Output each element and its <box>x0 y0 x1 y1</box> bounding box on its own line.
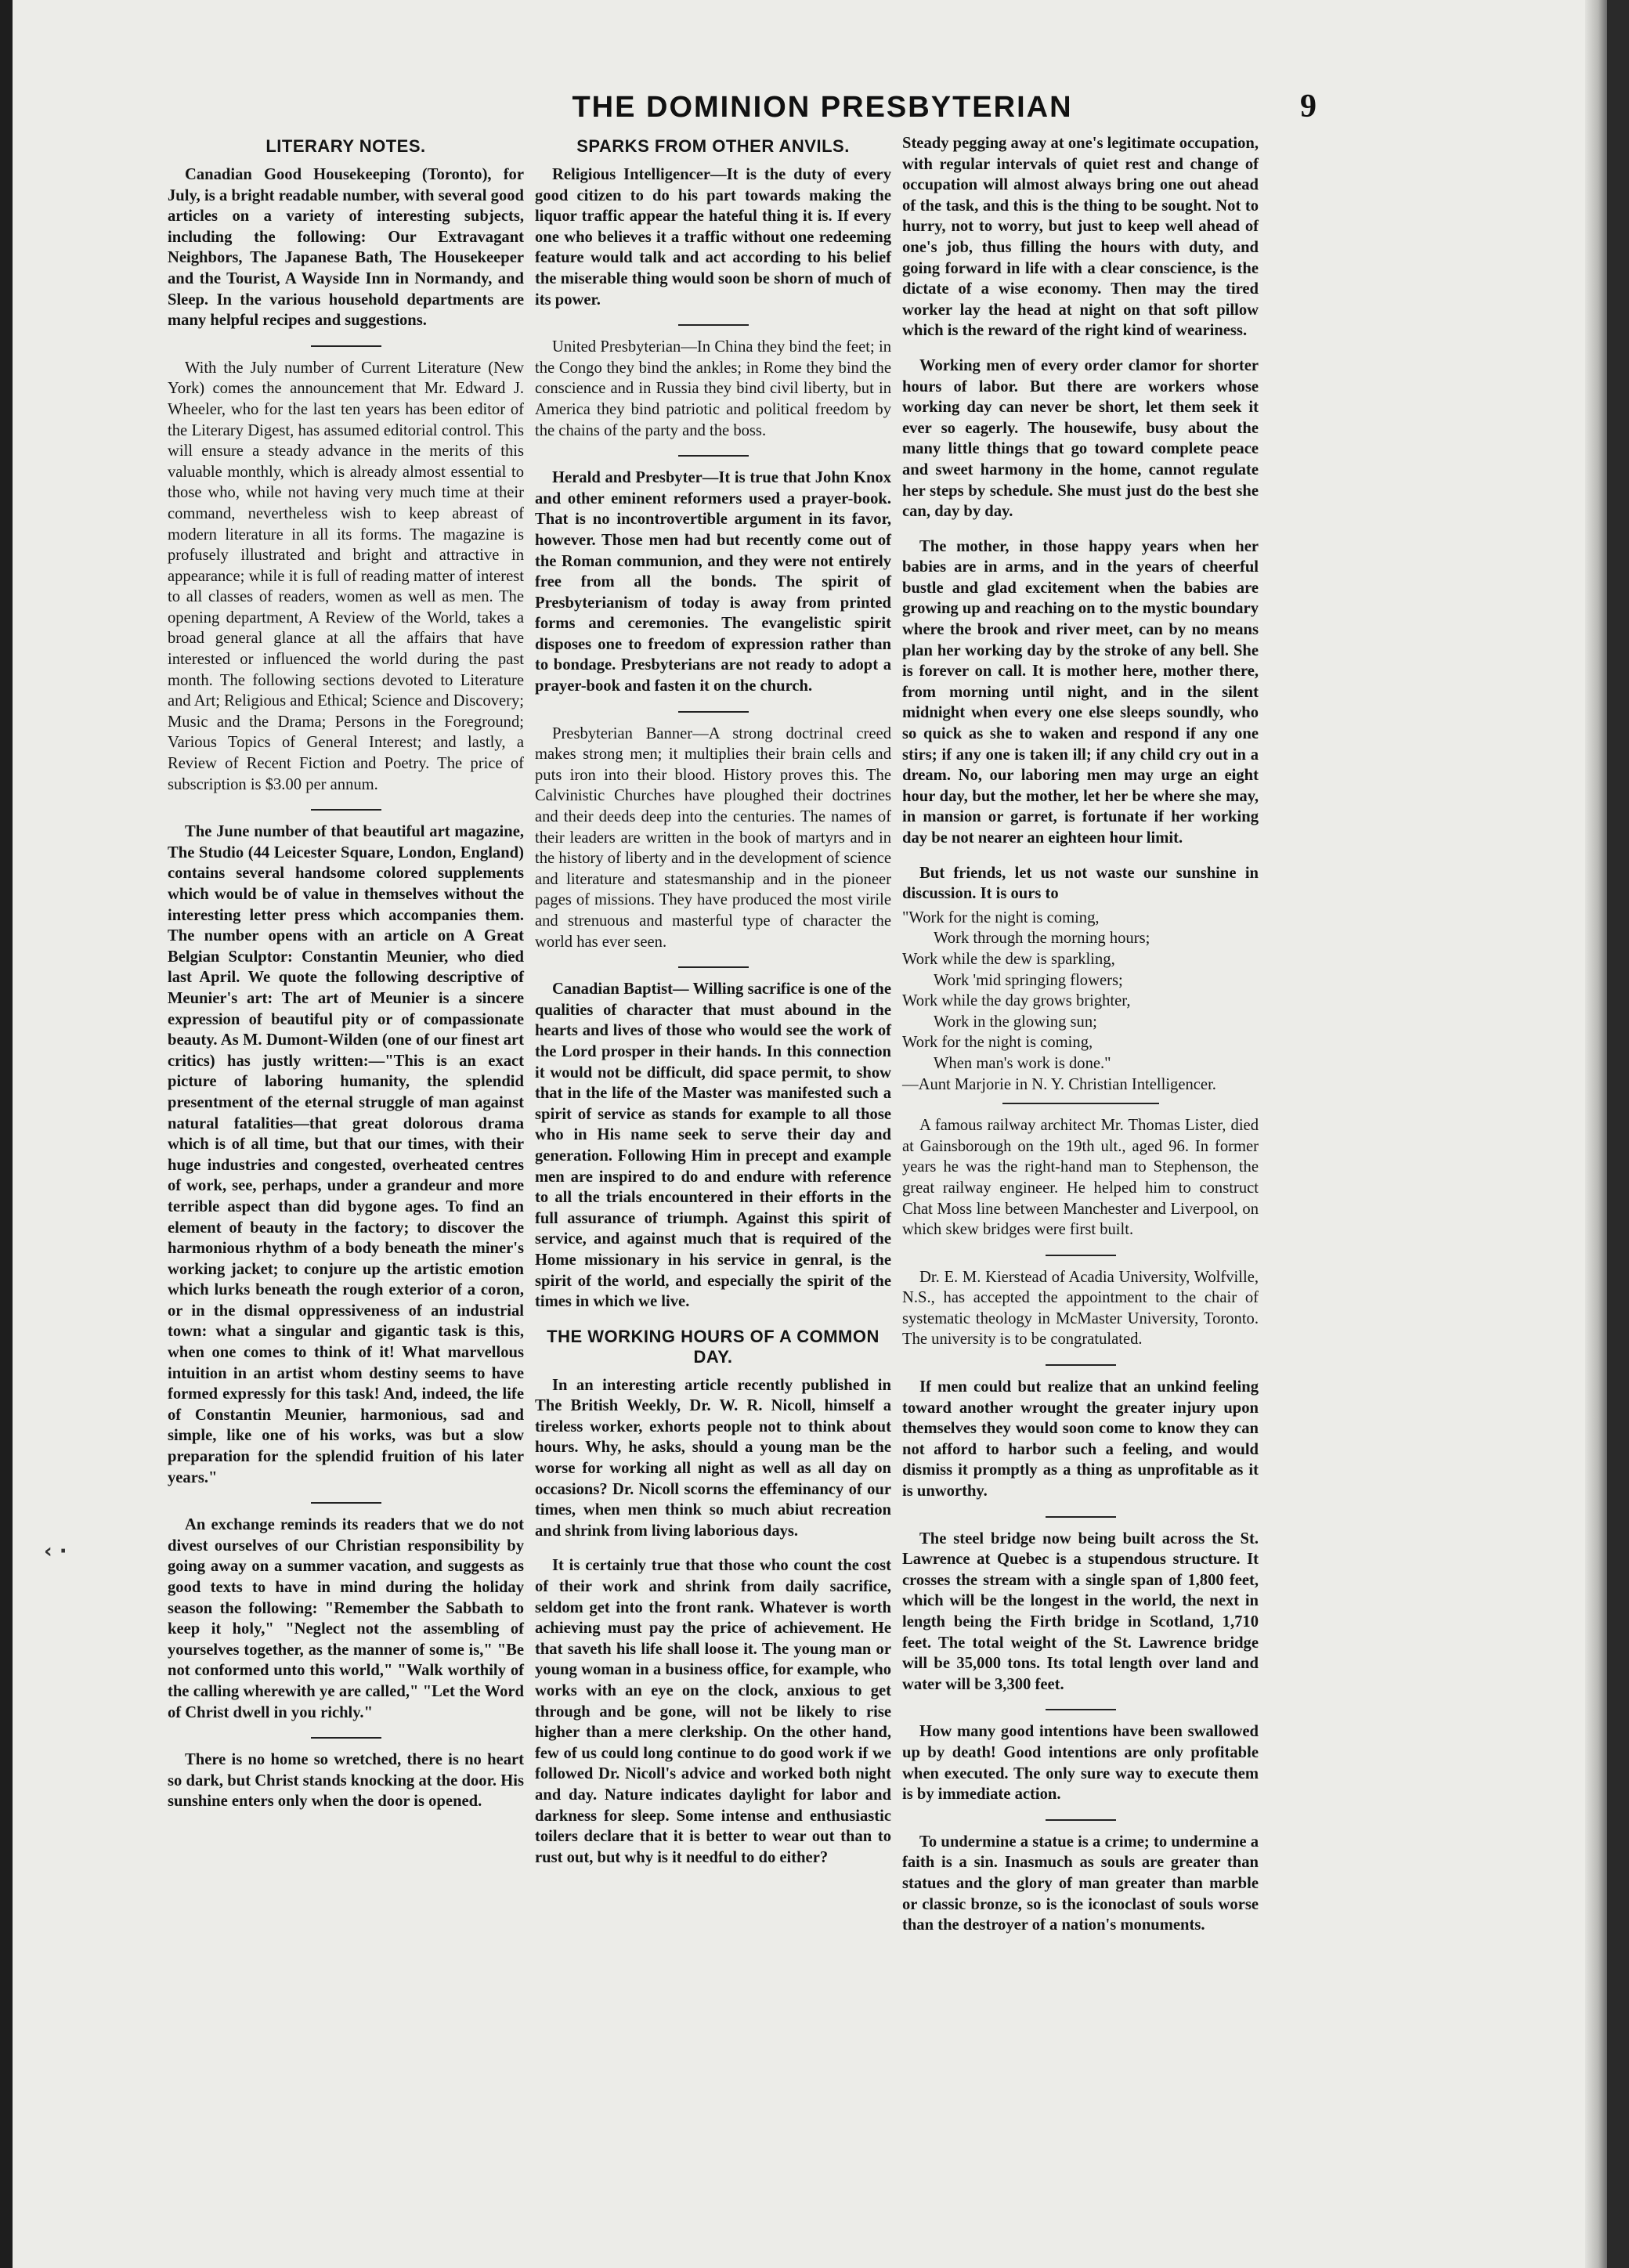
divider <box>1046 1819 1116 1821</box>
article-paragraph: Religious Intelligencer—It is the duty of every good citizen to do his part towards making the liquor traffic appear the hateful thing it is. If every one who believes it a traffic without one redeeming feature would talk and act according to his belief the miserable thing would soon be shorn of much of its power. <box>535 166 891 309</box>
poem-line: Work for the night is coming, <box>902 1034 1093 1052</box>
poem-line: Work while the day grows brighter, <box>902 992 1131 1010</box>
scan-border-left <box>0 0 13 2268</box>
article-paragraph: The mother, in those happy years when her babies are in arms, and in the years of cheerful bustle and glad excitement when the babies are growing up and reaching on to the mystic boundary where the brook and river meet, can by no means plan her working day by the stroke of any bell. She is forever on call. It is mother here, mother there, from morning until night, and in the silent midnight when every one else sleeps soundly, who so quick as she to waken and respond if any one stirs; if any one is taken ill; if any child cry out in a dream. No, our laboring men may urge an eight hour day, but the mother, let her be where she may, in mansion or garret, is fortunate if her working day be not nearer an eighteen hour limit. <box>902 537 1259 847</box>
heading-working-hours: THE WORKING HOURS OF A COMMON DAY. <box>547 1326 880 1367</box>
margin-mark: ‹ · <box>44 1540 67 1563</box>
poem-line: Work in the glowing sun; <box>934 1013 1097 1031</box>
article-paragraph: Steady pegging away at one's legitimate occupation, with regular intervals of quiet rest and change of occupation will almost always bring one out ahead of the task, and this is the thing to be sought. Not to hurry, not to worry, but just to keep well ahead of one's job, thus filling the hours with duty, and going forward in life with a clear conscience, is the dictate of a wise economy. Then may the tired worker lay the head at night on that soft pillow which is the reward of the right kind of weariness. <box>902 135 1259 340</box>
article-paragraph: How many good intentions have been swallowed up by death! Good intentions are only profitable when executed. The only sure way to execute them is by immediate action. <box>902 1723 1259 1804</box>
divider <box>1046 1709 1116 1710</box>
article-paragraph: If men could but realize that an unkind feeling toward another wrought the greater injury upon themselves they would soon come to know they can not afford to harbor such a feeling, and would dismiss it promptly as a thing as unprofitable as it is unworthy. <box>902 1378 1259 1501</box>
divider <box>311 809 381 811</box>
article-paragraph: With the July number of Current Literature (New York) comes the announcement that Mr. Edward J. Wheeler, who for the last ten years has been editor of the Literary Digest, has assumed editorial control. This will ensure a steady advance in the merits of this valuable monthly, which is already almost essential to those who, while not having very much time at their command, nevertheless wish to keep abreast of modern literature in all its forms. The magazine is profusely illustrated and bright and attractive in appearance; while it is full of reading matter of interest to all classes of readers, women as well as men. The opening department, A Review of the World, takes a broad general glance at all the affairs that have interested or influenced the world during the past month. The following sections devoted to Literature and Art; Religious and Ethical; Science and Discovery; Music and the Drama; Persons in the Foreground; Various Topics of General Interest; and lastly, a Review of Recent Fiction and Poetry. The price of subscription is $3.00 per annum. <box>168 359 524 793</box>
article-paragraph: A famous railway architect Mr. Thomas Lister, died at Gainsborough on the 19th ult., aged 96. In former years he was the right-hand man to Stephenson, the great railway engineer. He helped him to construct Chat Moss line between Manchester and Liverpool, on which skew bridges were first built. <box>902 1117 1259 1239</box>
article-paragraph: An exchange reminds its readers that we do not divest ourselves of our Christian responsibility by going away on a summer vacation, and suggests as good texts to have in mind during the holiday season the following: "Remember the Sabbath to keep it holy," "Neglect not the assembling of yourselves together, as the manner of some is," "Be not conformed unto this world," "Walk worthily of the calling wherewith ye are called," "Let the Word of Christ dwell in you richly." <box>168 1516 524 1721</box>
heading-literary-notes: LITERARY NOTES. <box>265 136 426 156</box>
divider <box>311 345 381 347</box>
divider <box>678 711 749 713</box>
divider <box>1002 1103 1159 1104</box>
poem-line: Work 'mid springing flowers; <box>934 971 1123 989</box>
column-right <box>902 133 1259 1950</box>
divider <box>1046 1364 1116 1366</box>
article-paragraph: To undermine a statue is a crime; to undermine a faith is a sin. Inasmuch as souls are greater than statues and the glory of man greater than marble or classic bronze, so is the iconoclast of souls worse than the destroyer of a nation's monuments. <box>902 1833 1259 1934</box>
article-paragraph: Canadian Baptist— Willing sacrifice is one of the qualities of character that must abound in the hearts and lives of those who would see the work of the Lord prosper in their hands. In this connection it would not be difficult, did space permit, to show that in the life of the Master was manifested such a spirit of service as stands for example to all those who in His name seek to serve their day and generation. Following Him in precept and example men are inspired to do and endure with reference to all the trials encountered in their efforts in the full assurance of triumph. Against this spirit of service, and against much that is required of the Home missionary in his service in genral, is the spirit of the world, and especially the spirit of the times in which we live. <box>535 981 891 1311</box>
article-paragraph: It is certainly true that those who count the cost of their work and shrink from daily sacrifice, seldom get into the front rank. Whatever is worth achieving must pay the price of achievement. He that saveth his life shall loose it. The young man or young woman in a business office, for example, who works with an eye on the clock, anxious to get through and be gone, will not be likely to rise higher than a mere clerkship. On the other hand, few of us could long continue to do good work if we followed Dr. Nicoll's advice and worked both night and day. Nature indicates daylight for labor and darkness for sleep. Some intense and enthusiastic toilers declare that it is better to wear out than to rust out, but why is it needful to do either? <box>535 1557 891 1866</box>
divider <box>678 455 749 457</box>
poem-line: Work while the dew is sparkling, <box>902 950 1115 968</box>
poem <box>902 908 1259 1095</box>
poem-line: "Work for the night is coming, <box>902 908 1100 926</box>
article-paragraph: There is no home so wretched, there is no heart so dark, but Christ stands knocking at the door. His sunshine enters only when the door is opened. <box>168 1751 524 1811</box>
divider <box>678 324 749 326</box>
heading-sparks: SPARKS FROM OTHER ANVILS. <box>576 136 850 156</box>
article-paragraph: Working men of every order clamor for shorter hours of labor. But there are workers whose working day can never be short, let them seek it ever so eagerly. The housewife, busy about the many little things that go toward complete peace and sweet harmony in the home, cannot regulate her steps by schedule. She must just do the best she can, day by day. <box>902 356 1259 521</box>
page-number: 9 <box>1300 88 1317 125</box>
divider <box>678 966 749 968</box>
article-paragraph: United Presbyterian—In China they bind the feet; in the Congo they bind the ankles; in Rome they bind the conscience and in Russia they bind civil liberty, but in America they bind patriotic and political freedom by the chains of the party and the boss. <box>535 338 891 439</box>
article-paragraph: The steel bridge now being built across the St. Lawrence at Quebec is a stupendous structure. It crosses the stream with a single span of 1,800 feet, which will be the longest in the world, the next in length being the Firth bridge in Scotland, 1,710 feet. The total weight of the St. Lawrence bridge will be 35,000 tons. Its total length over land and water will be 3,300 feet. <box>902 1529 1259 1693</box>
divider <box>1046 1516 1116 1518</box>
column-left <box>168 133 524 1826</box>
masthead: THE DOMINION PRESBYTERIAN <box>572 91 1073 124</box>
divider <box>1046 1255 1116 1256</box>
article-paragraph: Canadian Good Housekeeping (Toronto), for July, is a bright readable number, with several good articles on a variety of interesting subjects, including the following: Our Extravagant Neighbors, The Japanese Bath, The Housekeeper and the Tourist, A Wayside Inn in Normandy, and Sleep. In the various household departments are many helpful recipes and suggestions. <box>168 166 524 330</box>
divider <box>311 1737 381 1739</box>
scan-border-right <box>1585 0 1607 2268</box>
divider <box>311 1502 381 1504</box>
column-middle <box>535 133 891 1882</box>
article-paragraph: Herald and Presbyter—It is true that John Knox and other eminent reformers used a prayer-book. That is no incontrovertible argument in its favor, however. Those men had but recently come out of the Roman communion, and they were not entirely free from all the bonds. The spirit of Presbyterianism of today is away from printed forms and ceremonies. The evangelistic spirit disposes one to freedom of expression rather than to bondage. Presbyterians are not ready to adopt a prayer-book and fasten it on the church. <box>535 469 891 695</box>
poem-attribution: —Aunt Marjorie in N. Y. Christian Intelligencer. <box>902 1075 1216 1093</box>
article-paragraph: Presbyterian Banner—A strong doctrinal creed makes strong men; it multiplies their brain cells and puts iron into their blood. History proves this. The Calvinistic Churches have ploughed their doctrines and their deeds deep into the centuries. The names of their leaders are written in the book of martyrs and in the history of liberty and in the development of science and literature and statesmanship and in the pioneer pages of missions. They have produced the most virile and strenuous and masterful type of character the world has ever seen. <box>535 724 891 951</box>
article-paragraph: Dr. E. M. Kierstead of Acadia University, Wolfville, N.S., has accepted the appointment to the chair of systematic theology in McMaster University, Toronto. The university is to be congratulated. <box>902 1268 1259 1349</box>
poem-line: When man's work is done." <box>934 1054 1111 1072</box>
article-paragraph: In an interesting article recently published in The British Weekly, Dr. W. R. Nicoll, himself a tireless worker, exhorts people not to think about hours. Why, he asks, should a young man be the worse for working all night as well as all day on occasions? Dr. Nicoll scorns the effeminancy of our times, when men think so much abiut recreation and shrink from living laborious days. <box>535 1376 891 1540</box>
article-paragraph: But friends, let us not waste our sunshine in discussion. It is ours to <box>902 864 1259 903</box>
article-paragraph: The June number of that beautiful art magazine, The Studio (44 Leicester Square, London, England) contains several handsome colored supplements which would be of value in themselves without the interesting letter press which accompanies them. The number opens with an article on A Great Belgian Sculptor: Constantin Meunier, who died last April. We quote the following descriptive of Meunier's art: The art of Meunier is a sincere expression of beautiful pity or of compassionate beauty. As M. Dumont-Wilden (one of our finest art critics) has justly written:—"This is an exact picture of laboring humanity, the splendid presentment of the eternal struggle of man against natural fatalities—that great dolorous drama which is of all time, but that our times, with their huge industries and congested, overheated centres of work, see, perhaps, under a grandeur and more terrible aspect than did bygone ages. To find an element of beauty in the factory; to discover the harmonious rhythm of a body beneath the miner's working jacket; to conjure up the artistic emotion which lurks beneath the rough exterior of a coron, or in the dismal oppressiveness of an industrial town: what a singular and gigantic task is this, when one comes to think of it! What marvellous intuition in an artist whom destiny seems to have formed expressly for this task! And, indeed, the life of Constantin Meunier, harmonious, sad and simple, like one of his works, was but a slow preparation for the splendid fruition of his later years." <box>168 823 524 1486</box>
poem-line: Work through the morning hours; <box>934 930 1150 948</box>
